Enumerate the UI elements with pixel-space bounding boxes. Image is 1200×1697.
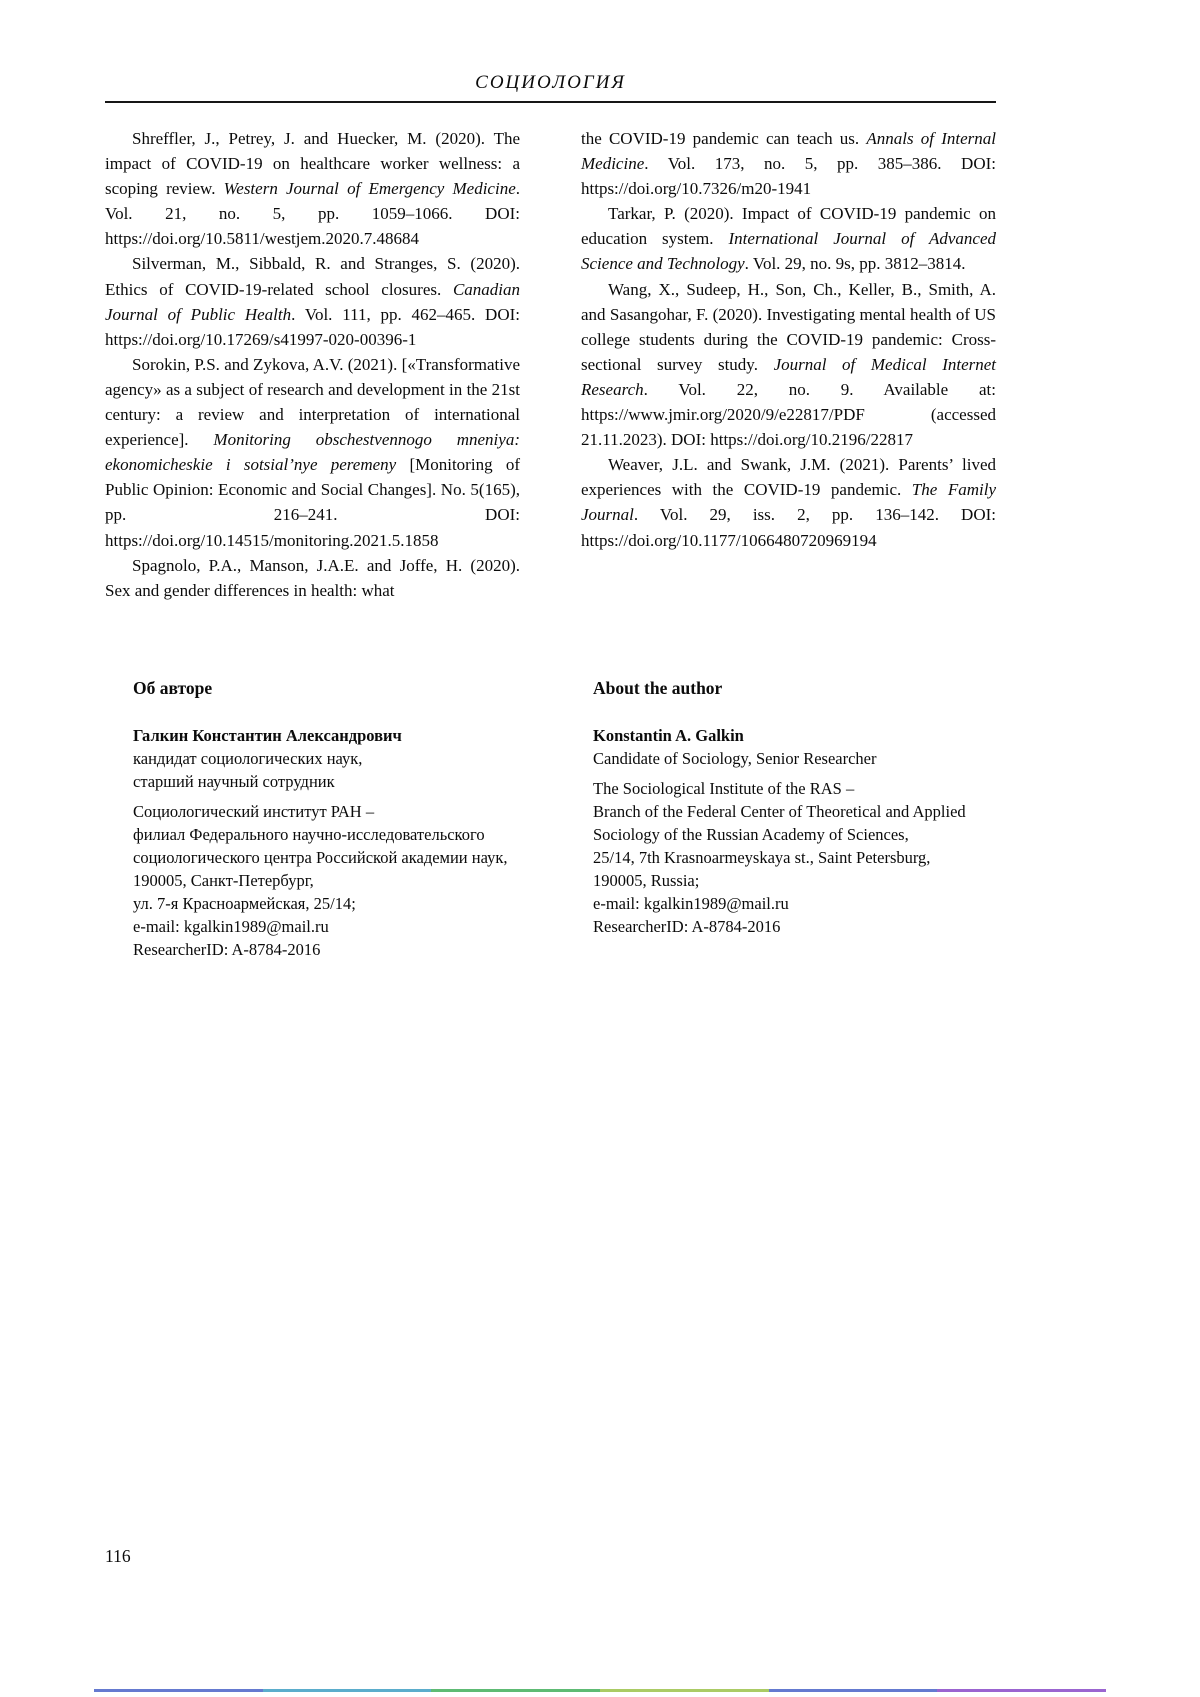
reference-entry-shreffler: Shreffler, J., Petrey, J. and Huecker, M. (2020). The impact of COVID-19 on healthcare worker wellness: a scoping review. Western Journal of Emergency Medicine. Vol. 21, no. 5, pp. 1059–1066. DOI: https://doi.org/10.5811/westjem.2020.7.48684 — [105, 129, 520, 249]
references-right-column — [581, 126, 996, 603]
reference-entry-sorokin: Sorokin, P.S. and Zykova, A.V. (2021). [«Transformative agency» as a subject of research and development in the 21st century: a review and interpretation of international experience]. Monitoring obschestvennogo mneniya: ekonomicheskie i sotsial’nye peremeny [Monitoring of Public Opinion: Economic and Social Changes]. No. 5(165), pp. 216–241. DOI: https://doi.org/10.14515/monitoring.2021.5.1858 — [105, 354, 520, 550]
scan-artifact-strip — [94, 1689, 1106, 1692]
author-position-ru: кандидат социологических наук, старший научный сотрудник — [133, 749, 363, 791]
references-section — [105, 126, 996, 603]
scan-artifact-segment — [94, 1689, 263, 1692]
about-author-english — [593, 677, 1023, 961]
header-rule — [105, 101, 996, 103]
author-name-en: Konstantin A. Galkin — [593, 726, 744, 745]
author-affiliation-ru: Социологический институт РАН – филиал Федерального научно-исследовательского социологического центра Российской академии наук, 190005, Санкт-Петербург, ул. 7-я Красноармейская, 25/14; e-mail: kgalkin1989@mail.ru ResearcherID: A-8784-2016 — [133, 802, 508, 959]
references-left-column — [105, 126, 520, 603]
scan-artifact-segment — [431, 1689, 600, 1692]
scan-artifact-segment — [937, 1689, 1106, 1692]
reference-entry-wang: Wang, X., Sudeep, H., Son, Ch., Keller, B., Smith, A. and Sasangohar, F. (2020). Investigating mental health of US college students during the COVID-19 pandemic: Cross-sectional survey study. Journal of Medical Internet Research. Vol. 22, no. 9. Available at: https://www.jmir.org/2020/9/e22817/PDF (accessed 21.11.2023). DOI: https://doi.org/10.2196/22817 — [581, 279, 997, 450]
about-author-section — [133, 677, 1053, 961]
running-head: СОЦИОЛОГИЯ — [475, 72, 626, 93]
reference-entry-silverman: Silverman, M., Sibbald, R. and Stranges, S. (2020). Ethics of COVID-19-related school closures. Canadian Journal of Public Health. Vol. 111, pp. 462–465. DOI: https://doi.org/10.17269/s41997-020-00396-1 — [105, 254, 520, 349]
scan-artifact-segment — [769, 1689, 938, 1692]
about-heading-ru: Об авторе — [133, 678, 213, 698]
reference-entry-spagnolo-continuation: the COVID-19 pandemic can teach us. Annals of Internal Medicine. Vol. 173, no. 5, pp. 385–386. DOI: https://doi.org/10.7326/m20-1941 — [581, 129, 996, 199]
author-position-en: Candidate of Sociology, Senior Researcher — [593, 749, 877, 768]
author-affiliation-en: The Sociological Institute of the RAS – Branch of the Federal Center of Theoretical and Applied Sociology of the Russian Academy of Sciences, 25/14, 7th Krasnoarmeyskaya st., Saint Petersburg, 190005, Russia; e-mail: kgalkin1989@mail.ru ResearcherID: A-8784-2016 — [593, 779, 966, 936]
page-number: 116 — [105, 1546, 131, 1566]
scan-artifact-segment — [263, 1689, 432, 1692]
reference-entry-weaver: Weaver, J.L. and Swank, J.M. (2021). Parents’ lived experiences with the COVID-19 pandemic. The Family Journal. Vol. 29, iss. 2, pp. 136–142. DOI: https://doi.org/10.1177/1066480720969194 — [581, 455, 996, 550]
author-name-ru: Галкин Константин Александрович — [133, 726, 402, 745]
about-heading-en: About the author — [593, 678, 723, 698]
about-author-russian — [133, 677, 593, 961]
reference-entry-spagnolo: Spagnolo, P.A., Manson, J.A.E. and Joffe, H. (2020). Sex and gender differences in health: what — [105, 555, 520, 600]
reference-entry-tarkar: Tarkar, P. (2020). Impact of COVID-19 pandemic on education system. International Journal of Advanced Science and Technology. Vol. 29, no. 9s, pp. 3812–3814. — [581, 204, 996, 274]
scan-artifact-segment — [600, 1689, 769, 1692]
